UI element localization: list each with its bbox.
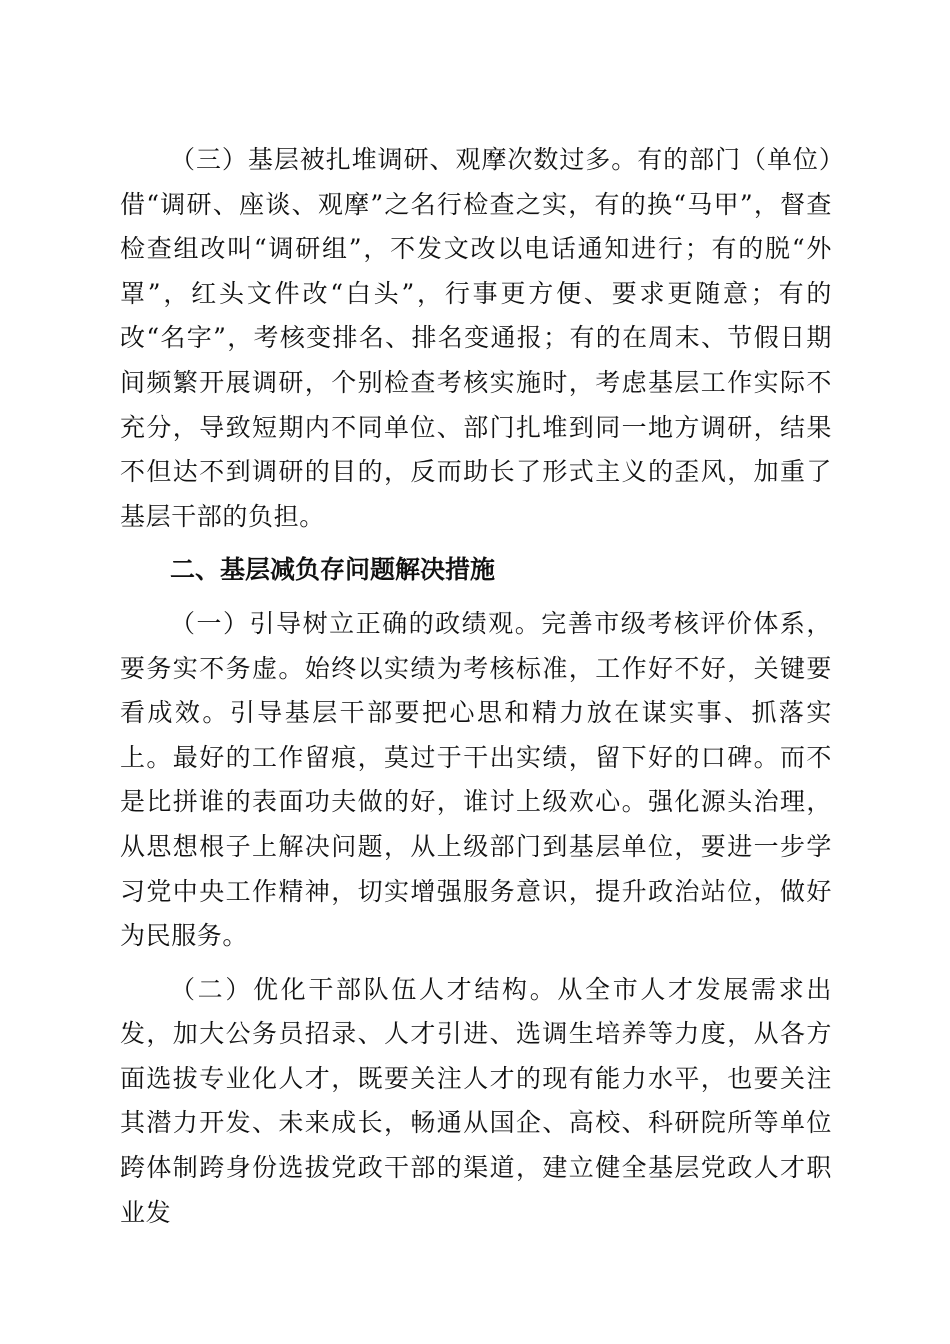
paragraph-text: 完善市级考核评价体系，要务实不务虚。始终以实绩为考核标准，工作好不好，关键要看成效。引导基层干部要把心思和精力放在谋实事、抓落实上。最好的工作留痕，莫过于干出实绩，留下好的口碑。而不是比拼谁的表面功夫做的好，谁讨上级欢心。强化源头治理，从思想根子上解决问题，从上级部门到基层单位，要进一步学习党中央工作精神，切实增强服务意识，提升政治站位，做好为民服务。 (120, 608, 832, 951)
paragraph-measure-2 (120, 968, 832, 1236)
paragraph-section-3 (120, 138, 832, 539)
spacer (120, 539, 832, 548)
spacer (120, 959, 832, 968)
section-heading: 二、基层减负存问题解决措施 (170, 555, 496, 585)
paragraph-lead: （三）基层被扎堆调研、观摩次数过多。 (170, 145, 638, 174)
paragraph-text: 从全市人才发展需求出发，加大公务员招录、人才引进、选调生培养等力度，从各方面选拔专业化人才，既要关注人才的现有能力水平，也要关注其潜力开发、未来成长，畅通从国企、高校、科研院所等单位跨体制跨身份选拔党政干部的渠道，建立健全基层党政人才职业发 (120, 974, 832, 1227)
document-body (120, 138, 832, 1235)
paragraph-lead: （二）优化干部队伍人才结构。 (170, 974, 558, 1004)
paragraph-text: 有的部门（单位）借“调研、座谈、观摩”之名行检查之实，有的换“马甲”，督查检查组改叫“调研组”，不发文改以电话通知进行；有的脱“外罩”，红头文件改“白头”，行事更方便、要求更随意；有的改“名字”，考核变排名、排名变通报；有的在周末、节假日期间频繁开展调研，个别检查考核实施时，考虑基层工作实际不充分，导致短期内不同单位、部门扎堆到同一地方调研，结果不但达不到调研的目的，反而助长了形式主义的歪风，加重了基层干部的负担。 (120, 145, 832, 531)
spacer (120, 593, 832, 602)
paragraph-lead: （一）引导树立正确的政绩观。 (170, 608, 542, 638)
paragraph-measure-1 (120, 602, 832, 959)
